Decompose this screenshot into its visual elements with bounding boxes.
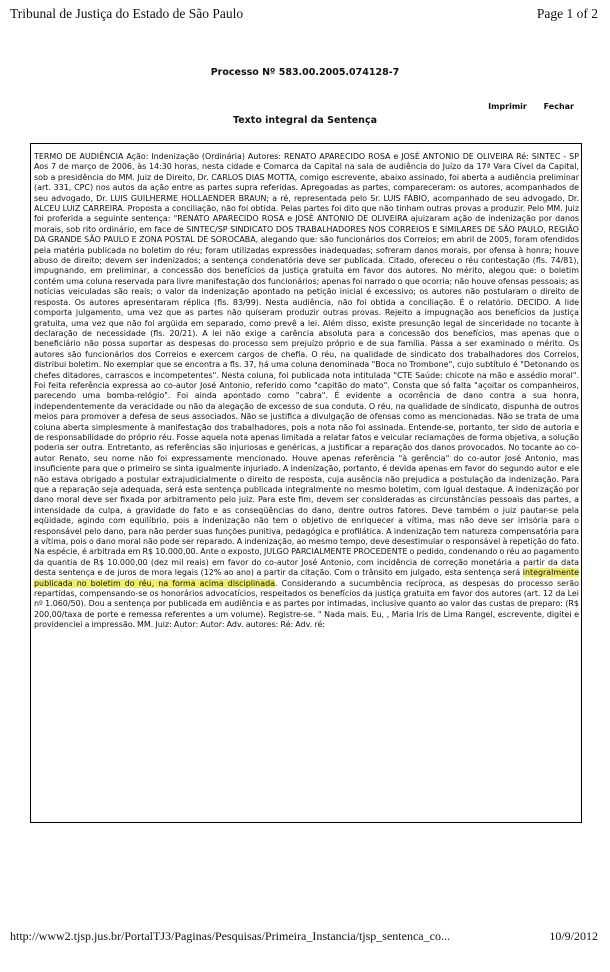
highlighted-text: integralmente publicada no boletim do réu, na forma acima disciplinada <box>34 568 579 588</box>
close-link[interactable]: Fechar <box>543 102 574 111</box>
sentence-box <box>30 143 582 823</box>
page-subtitle: Texto integral da Sentença <box>233 115 377 126</box>
footer-url: http://www2.tjsp.jus.br/PortalTJ3/Paginas/Pesquisas/Primeira_Instancia/tjsp_sentenca_co... <box>10 929 450 943</box>
sentence-text <box>31 144 581 633</box>
sentence-text-part2: . Considerando a sucumbência recíproca, as despesas do processo serão repartidas, compensando-se os honorários advocatícios, respeitados os benefícios da justiça gratuita em favor dos autores (art. 12 da Lei nº 1.060/50). Dou a sentença por publicada em audiência e as partes por intimadas, inclusive quanto ao valor das custas de preparo: (R$ 200,00/taxa de porte e remessa referentes a um volume). Registre-se. " Nada mais. Eu, , Maria Iris de Lima Rangel, escrevente, digitei e providenciei a impressão. MM. Juiz: Autor: Autor: Adv. autores: Ré: Adv. ré: <box>34 578 579 630</box>
sentence-text-part1: TERMO DE AUDIÊNCIA Ação: Indenização (Ordinária) Autores: RENATO APARECIDO ROSA e JOSÉ ANTONIO DE OLIVEIRA Ré: SINTEC - SP Aos 7 de março de 2006, às 14:30 horas, nesta cidade e Comarca da Capital na sala de audiência do Juízo da 17ª Vara Cível da Capital, sob a presidência do MM. Juiz de Direito, Dr. CARLOS DIAS MOTTA, comigo escrevente, abaixo assinado, foi aberta a audiência preliminar (art. 331, CPC) nos autos da ação entre as partes supra referidas. Apregoadas as partes, compareceram: os autores, acompanhados de seu advogado, Dr. LUIS GUILHERME HOLLAENDER BRAUN; a ré, representada pelo Sr. LUIS FÁBIO, acompanhado de seu advogado, Dr. ALCEU LUIZ CARREIRA. Proposta a conciliação, não foi obtida. Pelas partes foi dito que não tinham outras provas a produzir. Pelo MM. Juiz foi proferida a seguinte sentença: "RENATO APARECIDO ROSA e JOSÉ ANTONIO DE OLIVEIRA ajuizaram ação de indenização por danos morais, sob rito ordinário, em face de SINTEC/SP SINDICATO DOS TRABALHADORES NOS CORREIOS E SIMILARES DE SÃO PAULO, REGIÃO DA GRANDE SÃO PAULO E ZONA POSTAL DE SOROCABA, alegando que: são funcionários dos Correios; em abril de 2005, foram ofendidos pela matéria publicada no boletim do réu; foram utilizadas expressões inadequadas; sofreram danos morais, por ofensa à honra; houve abuso de direito; devem ser indenizados; a sentença condenatória deve ser publicada. Citado, ofereceu o réu contestação (fls. 74/81), impugnando, em preliminar, a concessão dos benefícios da justiça gratuita em favor dos autores. No mérito, alegou que: o boletim contém uma coluna reservada para livre manifestação dos funcionários; apenas foi narrado o que ocorria; não houve ofensas pessoais; as notícias veiculadas são reais; o valor da indenização apontado na petição inicial é excessivo; os autores não postularam o direito de resposta. Os autores apresentaram réplica (fls. 83/99). Nesta audiência, não foi obtida a conciliação. É o relatório. DECIDO. A lide comporta julgamento, uma vez que as partes não quiseram produzir outras provas. Rejeito a impugnação aos benefícios da justiça gratuita, uma vez que não foi argüida em separado, como prevê a lei. Além disso, existe presunção legal de sinceridade no tocante à declaração de necessidade (fls. 20/21). A lei não exige a carência absoluta para a concessão dos benefícios, mas apenas que o beneficiário não possa suportar as despesas do processo sem prejuízo próprio e de sua família. Passa a ser examinado o mérito. Os autores são funcionários dos Correios e exercem cargos de chefia. O réu, na qualidade de sindicato dos trabalhadores dos Correios, distribui boletim. No exemplar que se encontra a fls. 37, há uma coluna denominada "Boca no Trombone", cujo subtítulo é "Detonando os chefes ditadores, carrascos e incompetentes". Nesta coluna, foi publicada nota intitulada "CTE Saúde: chicote na mão e assédio moral". Foi feita referência expressa ao co-autor José Antonio, referido como "capitão do mato". Consta que só falta "açoitar os companheiros, parecendo uma bomba-relógio". Foi ainda apontado como "cabra". É evidente a ocorrência de dano contra a sua honra, independentemente da veracidade ou não da alegação de excesso de sua conduta. O réu, na qualidade de sindicato, dispunha de outros meios para promover a defesa de seus associados. Não se justifica a divulgação de ofensas como as mencionadas. Não se trata de uma coluna aberta simplesmente à manifestação dos trabalhadores, pois a nota não foi assinada. Entende-se, portanto, ter sido de autoria e de responsabilidade do próprio réu. Fosse aquela nota apenas limitada a relatar fatos e veicular reclamações de forma objetiva, a solução poderia ser outra. Entretanto, as referências são injuriosas e genéricas, a justificar a reparação dos danos provocados. No tocante ao co-autor Renato, seu nome não foi expressamente mencionado. Houve apenas referência "à gerência" do co-autor José Antonio, mas insuficiente para que o primeiro se sinta igualmente injuriado. A indenização, portanto, é devida apenas em favor do segundo autor e ele não estava obrigado a postular extrajudicialmente o direito de resposta, cuja ausência não prejudica a postulação da indenização. Para que a reparação seja adequada, será esta sentença publicada integralmente no mesmo boletim, com igual destaque. A indenização por dano moral deve ser fixada por arbitramento pelo juiz. Para este fim, devem ser consideradas as circunstâncias pessoais das partes, a intensidade da culpa, a gravidade do fato e as conseqüências do dano, dentre outros fatores. Deve também o juiz pautar-se pela eqüidade, agindo com equilíbrio, pois a indenização não tem o objetivo de enriquecer a vítima, mas não deve ser irrisória para o responsável pelo dano, para não perder suas funções punitiva, pedagógica e profilática. A indenização tem natureza compensatória para a vítima, pois o dano moral não pode ser reparado. A indenização, ao mesmo tempo, deve desestimular o responsável à repetição do fato. Na espécie, é arbitrada em R$ 10.000,00. Ante o exposto, JULGO PARCIALMENTE PROCEDENTE o pedido, condenando o réu ao pagamento da quantia de R$ 10.000,00 (dez mil reais) em favor do co-autor José Antonio, com incidência de correção monetária a partir da data desta sentença e de juros de mora legais (12% ao ano) a partir da citação. Com o trânsito em julgado, esta sentença será <box>34 152 579 578</box>
footer-date: 10/9/2012 <box>549 929 598 943</box>
page-indicator: Page 1 of 2 <box>536 6 598 21</box>
action-links <box>474 102 574 111</box>
court-header: Tribunal de Justiça do Estado de São Paulo <box>10 6 244 21</box>
print-link[interactable]: Imprimir <box>488 102 527 111</box>
process-number: Processo Nº 583.00.2005.074128-7 <box>210 67 400 78</box>
